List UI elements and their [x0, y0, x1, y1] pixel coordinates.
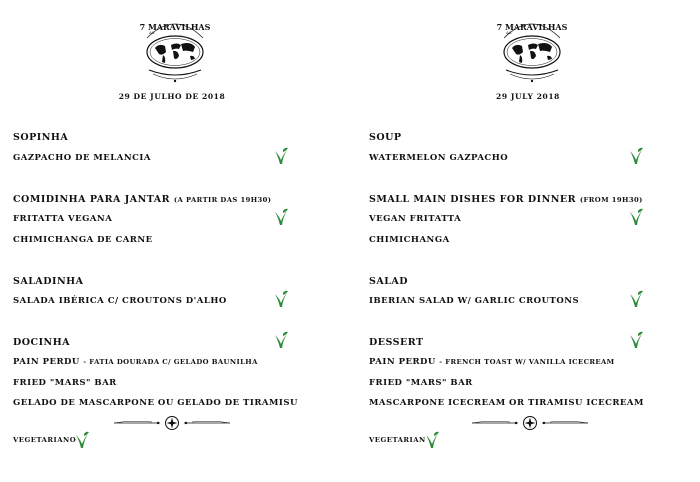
vegetarian-icon — [74, 431, 90, 449]
menu-item: FRITATTA VEGANA — [13, 214, 113, 224]
menu-item — [369, 357, 615, 367]
vegetarian-icon — [273, 290, 289, 308]
compass-ornament-icon — [112, 415, 232, 431]
section-title-salad: SALADINHA — [13, 276, 84, 287]
menu-column-portuguese — [0, 0, 340, 482]
menu-item: GELADO DE MASCARPONE OU GELADO DE TIRAMISU — [13, 398, 298, 408]
vegetarian-icon — [273, 208, 289, 226]
menu-item: IBERIAN SALAD W/ GARLIC CROUTONS — [369, 296, 580, 306]
menu-item-name: PAIN PERDU — [369, 357, 436, 367]
compass-ornament-icon — [470, 415, 590, 431]
menu-item: CHIMICHANGA DE CARNE — [13, 235, 153, 245]
section-title-dinner — [13, 194, 271, 205]
menu-item: FRIED "MARS" BAR — [369, 378, 473, 388]
menu-column-english — [356, 0, 696, 482]
menu-item: CHIMICHANGA — [369, 235, 450, 245]
vegetarian-icon — [628, 147, 644, 165]
section-title-dessert: DOCINHA — [13, 337, 71, 348]
vegetarian-icon — [424, 431, 440, 449]
section-title-soup: SOPINHA — [13, 132, 69, 143]
section-title-salad: SALAD — [369, 276, 409, 287]
menu-item — [13, 357, 258, 367]
vegetarian-icon — [273, 331, 289, 349]
menu-item-name: PAIN PERDU — [13, 357, 80, 367]
vegetarian-icon — [273, 147, 289, 165]
section-title-dinner — [369, 194, 643, 205]
menu-item: VEGAN FRITATTA — [369, 214, 462, 224]
section-note: (FROM 19H30) — [579, 196, 643, 204]
section-title-soup: SOUP — [369, 132, 402, 143]
vegetarian-icon — [628, 290, 644, 308]
vegetarian-legend-label: VEGETARIAN — [369, 436, 426, 444]
menu-item: SALADA IBÉRICA C/ CROUTONS D'ALHO — [13, 296, 227, 306]
section-note: (A PARTIR DAS 19H30) — [173, 196, 272, 204]
section-title-text: COMIDINHA PARA JANTAR — [13, 194, 171, 205]
menu-item: MASCARPONE ICECREAM OR TIRAMISU ICECREAM — [369, 398, 644, 408]
world-map-logo — [135, 8, 215, 86]
vegetarian-legend-label: VEGETARIANO — [13, 436, 77, 444]
world-map-logo — [492, 8, 572, 86]
menu-item-note: - FATIA DOURADA C/ GELADO BAUNILHA — [83, 358, 258, 366]
menu-item: FRIED "MARS" BAR — [13, 378, 117, 388]
section-title-text: SMALL MAIN DISHES FOR DINNER — [369, 194, 577, 205]
menu-date: 29 JULY 2018 — [496, 92, 560, 101]
vegetarian-icon — [628, 208, 644, 226]
section-title-dessert: DESSERT — [369, 337, 424, 348]
menu-date: 29 DE JULHO DE 2018 — [118, 92, 226, 101]
menu-item: GAZPACHO DE MELANCIA — [13, 153, 151, 163]
vegetarian-icon — [628, 331, 644, 349]
menu-item-note: - FRENCH TOAST W/ VANILLA ICECREAM — [439, 358, 615, 366]
menu-item: WATERMELON GAZPACHO — [369, 153, 509, 163]
